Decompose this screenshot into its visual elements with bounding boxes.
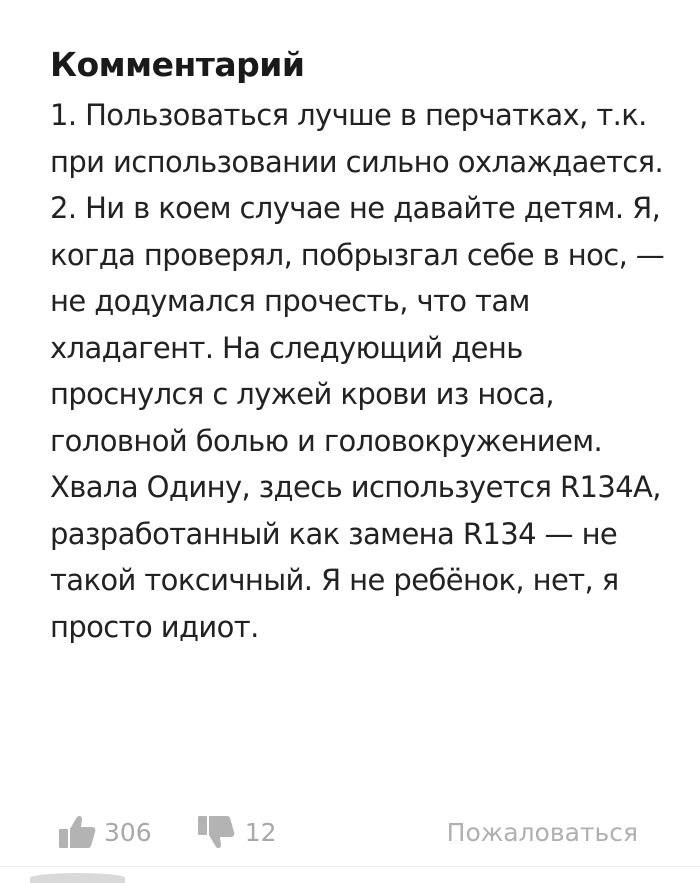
dislike-count: 12	[244, 817, 277, 847]
thumbs-up-icon	[58, 815, 96, 849]
comment-paragraph-1: 1. Пользоваться лучше в перчатках, т.к. при использовании сильно охлаждается.	[50, 98, 664, 179]
thumbs-down-icon	[197, 815, 235, 849]
comment-actions	[58, 812, 658, 852]
like-count: 306	[104, 817, 152, 847]
comment-card	[50, 40, 670, 650]
report-link[interactable]: Пожаловаться	[446, 817, 638, 847]
comment-paragraph-2: 2. Ни в коем случае не давайте детям. Я, когда проверял, побрызгал себе в нос, — не додумался прочесть, что там хладагент. На следующий день проснулся с лужей крови из носа, головной болью и головокружением. Хвала Одину, здесь используется R134A, разработанный как замена R134 — не такой токсичный. Я не ребёнок, нет, я просто идиот.	[50, 191, 665, 644]
divider	[0, 866, 700, 867]
dislike-button[interactable]	[197, 815, 277, 849]
comment-title: Комментарий	[50, 45, 305, 84]
like-button[interactable]	[58, 815, 152, 849]
comment-body	[50, 92, 670, 650]
next-comment-avatar	[30, 873, 125, 883]
